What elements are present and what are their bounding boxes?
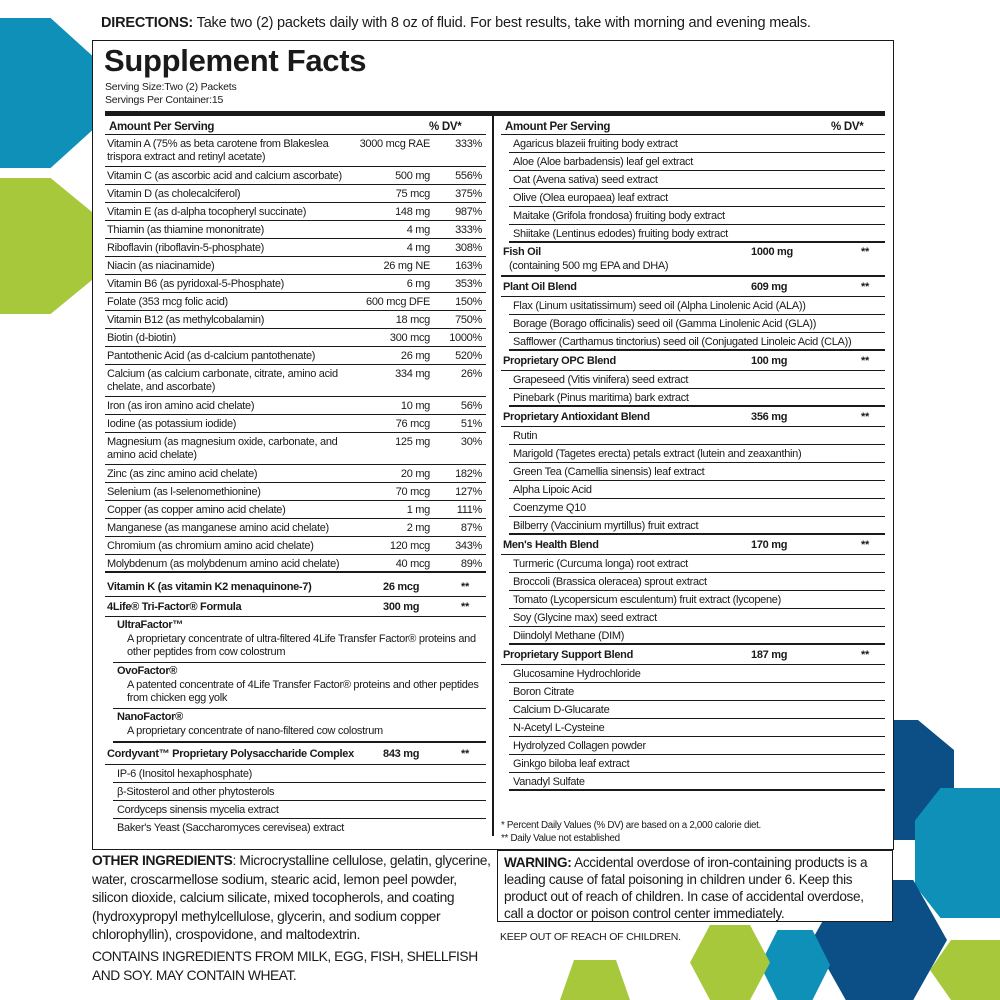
nutrient-dv: 353% — [455, 278, 482, 290]
nutrient-name: Iodine (as potassium iodide) — [107, 418, 237, 430]
nutrient-dv: 87% — [460, 522, 482, 534]
nutrient-dv: 182% — [455, 468, 482, 480]
blend-item: Rutin — [513, 430, 538, 442]
nutrient-amount: 120 mcg — [389, 540, 430, 552]
nutrient-amount: 26 mg — [400, 350, 430, 362]
nutrient-name: Calcium (as calcium carbonate, citrate, amino acid chelate, and ascorbate) — [107, 368, 338, 393]
blend-item: Agaricus blazeii fruiting body extract — [513, 138, 678, 150]
nutrient-dv: 26% — [460, 368, 482, 380]
cordyvant-item-row — [113, 783, 486, 801]
nutrient-amount: 70 mcg — [395, 486, 430, 498]
cordyvant-row — [105, 743, 486, 765]
ovofactor-desc: A patented concentrate of 4Life Transfer Factor® proteins and other peptides from chicken egg yolk — [127, 679, 479, 704]
blend-item: Hydrolyzed Collagen powder — [513, 740, 646, 752]
ultrafactor-name: UltraFactor™ — [117, 619, 184, 631]
blend-header-row — [501, 277, 885, 297]
nutrient-row — [105, 221, 486, 239]
nutrient-row — [105, 275, 486, 293]
blend-item: Boron Citrate — [513, 686, 574, 698]
cordyvant-item: Baker's Yeast (Saccharomyces cerevisea) extract — [117, 822, 345, 834]
blend-item-row — [509, 755, 885, 773]
blend-item-row — [509, 737, 885, 755]
footnote-not-established: ** Daily Value not established — [501, 833, 620, 844]
nutrient-row — [105, 185, 486, 203]
nutrient-row — [105, 555, 486, 573]
servings-per-container: Servings Per Container:15 — [105, 94, 224, 106]
nutrient-row — [105, 537, 486, 555]
nutrient-name: Niacin (as niacinamide) — [107, 260, 215, 272]
other-ingredients-label: OTHER INGREDIENTS — [92, 853, 233, 868]
blend-item: Safflower (Carthamus tinctorius) seed oil (Conjugated Linoleic Acid (CLA)) — [513, 336, 852, 348]
nutrient-name: Biotin (d-biotin) — [107, 332, 176, 344]
nutrient-amount: 334 mg — [395, 368, 430, 380]
blend-item: Alpha Lipoic Acid — [513, 484, 592, 496]
column-divider — [492, 116, 494, 836]
blend-amount: 170 mg — [751, 539, 788, 551]
fish-oil-row — [501, 243, 885, 277]
nutrient-name: Thiamin (as thiamine mononitrate) — [107, 224, 265, 236]
nanofactor-name: NanoFactor® — [117, 711, 183, 723]
warning-text: Accidental overdose of iron-containing products is a leading cause of fatal poisoning in children under 6. Keep this product out of reach of children. In case of accidental overdose, call a doctor or poison control center immediately. — [504, 855, 868, 921]
nanofactor-row — [113, 709, 486, 743]
nutrient-name: Vitamin B6 (as pyridoxal-5-Phosphate) — [107, 278, 285, 290]
nutrient-name: Manganese (as manganese amino acid chelate) — [107, 522, 329, 534]
blend-amount: 187 mg — [751, 649, 788, 661]
fish-oil-amount: 1000 mg — [751, 246, 793, 258]
dv-header-right: % DV* — [831, 121, 864, 133]
trifactor-dv: ** — [461, 601, 469, 613]
nutrient-amount: 4 mg — [406, 242, 430, 254]
nutrient-row — [105, 203, 486, 221]
blend-item: Turmeric (Curcuma longa) root extract — [513, 558, 688, 570]
nutrient-dv: 150% — [455, 296, 482, 308]
keep-out-of-reach: KEEP OUT OF REACH OF CHILDREN. — [500, 931, 681, 943]
nutrient-name: Zinc (as zinc amino acid chelate) — [107, 468, 258, 480]
blend-item-row — [509, 171, 885, 189]
decorative-hexagon-green-bottom-center — [690, 925, 770, 1000]
vitamin-k-dv: ** — [461, 581, 469, 593]
nutrient-name: Iron (as iron amino acid chelate) — [107, 400, 255, 412]
vitamin-k-row — [105, 577, 486, 597]
cordyvant-amount: 843 mg — [383, 748, 420, 760]
cordyvant-item-row — [113, 819, 486, 837]
nutrient-dv: 308% — [455, 242, 482, 254]
nutrient-amount: 76 mcg — [395, 418, 430, 430]
nutrient-amount: 20 mg — [400, 468, 430, 480]
blend-item: Shiitake (Lentinus edodes) fruiting body extract — [513, 228, 728, 240]
left-column — [105, 119, 486, 839]
nutrient-row — [105, 483, 486, 501]
ovofactor-row — [113, 663, 486, 709]
nutrient-amount: 40 mcg — [395, 558, 430, 570]
nutrient-amount: 300 mcg — [389, 332, 430, 344]
header-thick-bar — [105, 111, 885, 116]
blend-item-row — [509, 609, 885, 627]
nutrient-amount: 18 mcg — [395, 314, 430, 326]
nutrient-row — [105, 311, 486, 329]
blend-dv: ** — [861, 539, 869, 551]
dv-header: % DV* — [429, 121, 462, 133]
nutrient-row — [105, 347, 486, 365]
directions-text: Take two (2) packets daily with 8 oz of fluid. For best results, take with morning and evening meals. — [196, 15, 811, 31]
fish-oil-dv: ** — [861, 246, 869, 258]
nutrient-dv: 375% — [455, 188, 482, 200]
blend-item-row — [509, 135, 885, 153]
nutrient-amount: 2 mg — [406, 522, 430, 534]
decorative-hexagon-green-bottom-mid — [560, 960, 630, 1000]
blend-item: Tomato (Lycopersicum esculentum) fruit extract (lycopene) — [513, 594, 781, 606]
blend-item: Borage (Borago officinalis) seed oil (Gamma Linolenic Acid (GLA)) — [513, 318, 817, 330]
nutrient-amount: 1 mg — [406, 504, 430, 516]
nutrient-amount: 125 mg — [395, 436, 430, 448]
facts-title: Supplement Facts — [104, 43, 367, 78]
blend-item-row — [509, 463, 885, 481]
directions-label: DIRECTIONS: — [101, 15, 194, 31]
nutrient-amount: 26 mg NE — [383, 260, 430, 272]
blend-item-row — [509, 333, 885, 351]
blend-item: Glucosamine Hydrochloride — [513, 668, 641, 680]
blend-header-row — [501, 407, 885, 427]
blend-name: Proprietary OPC Blend — [503, 355, 616, 367]
nutrient-amount: 500 mg — [395, 170, 430, 182]
blend-amount: 609 mg — [751, 281, 788, 293]
nutrient-amount: 148 mg — [395, 206, 430, 218]
nutrient-dv: 987% — [455, 206, 482, 218]
blend-dv: ** — [861, 281, 869, 293]
vitamin-k-amount: 26 mcg — [383, 581, 420, 593]
blend-dv: ** — [861, 355, 869, 367]
blend-item-row — [509, 445, 885, 463]
warning-box — [497, 850, 893, 922]
nutrient-amount: 3000 mcg RAE — [359, 138, 430, 150]
blend-item-row — [509, 481, 885, 499]
blend-item-row — [509, 225, 885, 243]
nutrient-name: Vitamin A (75% as beta carotene from Blakeslea trispora extract and retinyl acetate) — [107, 138, 329, 163]
nutrient-row — [105, 465, 486, 483]
blend-item-row — [509, 427, 885, 445]
vitamin-k-name: Vitamin K (as vitamin K2 menaquinone-7) — [107, 581, 312, 593]
blend-item: Flax (Linum usitatissimum) seed oil (Alpha Linolenic Acid (ALA)) — [513, 300, 806, 312]
nutrient-amount: 4 mg — [406, 224, 430, 236]
cordyvant-name: Cordyvant™ Proprietary Polysaccharide Complex — [107, 748, 354, 760]
ultrafactor-row — [113, 617, 486, 663]
cordyvant-item: IP-6 (Inositol hexaphosphate) — [117, 768, 252, 780]
nutrient-dv: 333% — [455, 138, 482, 150]
nutrient-name: Vitamin C (as ascorbic acid and calcium ascorbate) — [107, 170, 342, 182]
nutrient-name: Vitamin D (as cholecalciferol) — [107, 188, 241, 200]
blend-item: Broccoli (Brassica oleracea) sprout extract — [513, 576, 707, 588]
nutrient-row — [105, 293, 486, 311]
blend-name: Men's Health Blend — [503, 539, 599, 551]
nutrient-row — [105, 135, 486, 167]
blend-item-row — [509, 627, 885, 645]
supplement-facts-panel — [92, 40, 894, 850]
nutrient-amount: 6 mg — [406, 278, 430, 290]
blend-item-row — [509, 665, 885, 683]
decorative-hexagon-blue-left — [0, 18, 92, 168]
nutrient-row — [105, 519, 486, 537]
ovofactor-name: OvoFactor® — [117, 665, 178, 677]
blend-item: Ginkgo biloba leaf extract — [513, 758, 630, 770]
nutrient-dv: 111% — [456, 504, 482, 516]
nutrient-name: Molybdenum (as molybdenum amino acid chelate) — [107, 558, 340, 570]
blend-item-row — [509, 499, 885, 517]
nutrient-row — [105, 415, 486, 433]
blend-item: Green Tea (Camellia sinensis) leaf extract — [513, 466, 705, 478]
nutrient-row — [105, 365, 486, 397]
amount-per-serving-header: Amount Per Serving — [109, 121, 215, 133]
warning-label: WARNING: — [504, 855, 572, 870]
nutrient-dv: 520% — [455, 350, 482, 362]
blend-item: Vanadyl Sulfate — [513, 776, 585, 788]
blend-item-row — [509, 591, 885, 609]
directions — [101, 14, 981, 32]
nutrient-amount: 600 mcg DFE — [366, 296, 430, 308]
blend-item: Grapeseed (Vitis vinifera) seed extract — [513, 374, 689, 386]
blend-item: Aloe (Aloe barbadensis) leaf gel extract — [513, 156, 693, 168]
blend-item-row — [509, 315, 885, 333]
nutrient-dv: 333% — [455, 224, 482, 236]
nutrient-dv: 56% — [460, 400, 482, 412]
blend-item: Maitake (Grifola frondosa) fruiting body extract — [513, 210, 725, 222]
blend-item: Calcium D-Glucarate — [513, 704, 610, 716]
footnote-dv: * Percent Daily Values (% DV) are based on a 2,000 calorie diet. — [501, 820, 761, 831]
left-header-row — [105, 119, 486, 135]
blend-header-row — [501, 351, 885, 371]
nutrient-row — [105, 397, 486, 415]
blend-header-row — [501, 535, 885, 555]
decorative-hexagon-blue-right — [915, 788, 1000, 918]
blend-item-row — [509, 719, 885, 737]
blend-item: Marigold (Tagetes erecta) petals extract (lutein and zeaxanthin) — [513, 448, 802, 460]
cordyvant-item: β-Sitosterol and other phytosterols — [117, 786, 275, 798]
nutrient-dv: 750% — [455, 314, 482, 326]
trifactor-row — [105, 597, 486, 617]
blend-item: N-Acetyl L-Cysteine — [513, 722, 605, 734]
nutrient-amount: 75 mcg — [395, 188, 430, 200]
nanofactor-desc: A proprietary concentrate of nano-filtered cow colostrum — [127, 725, 383, 737]
blend-item: Olive (Olea europaea) leaf extract — [513, 192, 668, 204]
blend-item: Oat (Avena sativa) seed extract — [513, 174, 658, 186]
nutrient-row — [105, 167, 486, 185]
blend-name: Proprietary Support Blend — [503, 649, 634, 661]
blend-item-row — [509, 517, 885, 535]
other-ingredients — [92, 852, 492, 945]
cordyvant-item-row — [113, 765, 486, 783]
nutrient-row — [105, 239, 486, 257]
cordyvant-item: Cordyceps sinensis mycelia extract — [117, 804, 279, 816]
nutrient-name: Chromium (as chromium amino acid chelate) — [107, 540, 314, 552]
blend-dv: ** — [861, 411, 869, 423]
nutrient-row — [105, 433, 486, 465]
trifactor-amount: 300 mg — [383, 601, 420, 613]
blend-item: Coenzyme Q10 — [513, 502, 586, 514]
blend-amount: 100 mg — [751, 355, 788, 367]
blend-amount: 356 mg — [751, 411, 788, 423]
decorative-hexagon-green-left — [0, 178, 92, 314]
nutrient-dv: 30% — [460, 436, 482, 448]
nutrient-name: Pantothenic Acid (as d-calcium pantothenate) — [107, 350, 316, 362]
blend-item-row — [509, 555, 885, 573]
trifactor-name: 4Life® Tri-Factor® Formula — [107, 601, 242, 613]
fish-oil-note: (containing 500 mg EPA and DHA) — [509, 260, 669, 272]
fish-oil-name: Fish Oil — [503, 246, 541, 258]
nutrient-name: Magnesium (as magnesium oxide, carbonate, and amino acid chelate) — [107, 436, 338, 461]
nutrient-dv: 556% — [455, 170, 482, 182]
blend-item-row — [509, 153, 885, 171]
cordyvant-dv: ** — [461, 748, 469, 760]
blend-dv: ** — [861, 649, 869, 661]
amount-per-serving-header-right: Amount Per Serving — [505, 121, 611, 133]
cordyvant-item-row — [113, 801, 486, 819]
nutrient-dv: 1000% — [449, 332, 482, 344]
blend-item-row — [509, 389, 885, 407]
nutrient-row — [105, 501, 486, 519]
blend-item-row — [509, 683, 885, 701]
nutrient-name: Vitamin B12 (as methylcobalamin) — [107, 314, 265, 326]
blend-item: Bilberry (Vaccinium myrtillus) fruit extract — [513, 520, 699, 532]
nutrient-dv: 163% — [455, 260, 482, 272]
blend-item-row — [509, 773, 885, 791]
other-ingredients-text: : Microcrystalline cellulose, gelatin, glycerine, water, croscarmellose sodium, stearic acid, lemon peel powder, silicon dioxide, calcium silicate, mixed tocopherols, and coating (hydroxypropyl methylcellulose, glycerin, and sodium copper chlorophyllin), crospovidone, and maltodextrin. — [92, 853, 491, 942]
blend-item: Diindolyl Methane (DIM) — [513, 630, 625, 642]
blend-item-row — [509, 207, 885, 225]
blend-name: Proprietary Antioxidant Blend — [503, 411, 650, 423]
blend-item: Pinebark (Pinus maritima) bark extract — [513, 392, 689, 404]
nutrient-amount: 10 mg — [400, 400, 430, 412]
right-column — [501, 119, 885, 844]
serving-size: Serving Size:Two (2) Packets — [105, 81, 237, 93]
blend-header-row — [501, 645, 885, 665]
nutrient-dv: 89% — [460, 558, 482, 570]
blend-item-row — [509, 297, 885, 315]
blend-name: Plant Oil Blend — [503, 281, 577, 293]
nutrient-row — [105, 257, 486, 275]
nutrient-dv: 51% — [460, 418, 482, 430]
blend-item-row — [509, 701, 885, 719]
allergen-statement: CONTAINS INGREDIENTS FROM MILK, EGG, FISH, SHELLFISH AND SOY. MAY CONTAIN WHEAT. — [92, 949, 478, 983]
nutrient-name: Vitamin E (as d-alpha tocopheryl succinate) — [107, 206, 307, 218]
nutrient-name: Copper (as copper amino acid chelate) — [107, 504, 286, 516]
blend-item-row — [509, 189, 885, 207]
right-header-row — [501, 119, 885, 135]
blend-item: Soy (Glycine max) seed extract — [513, 612, 657, 624]
nutrient-row — [105, 329, 486, 347]
ultrafactor-desc: A proprietary concentrate of ultra-filtered 4Life Transfer Factor® proteins and other peptides from cow colostrum — [127, 633, 476, 658]
blend-item-row — [509, 371, 885, 389]
nutrient-dv: 127% — [455, 486, 482, 498]
nutrient-name: Folate (353 mcg folic acid) — [107, 296, 228, 308]
nutrient-name: Selenium (as l-selenomethionine) — [107, 486, 261, 498]
blend-item-row — [509, 573, 885, 591]
nutrient-name: Riboflavin (riboflavin-5-phosphate) — [107, 242, 265, 254]
nutrient-dv: 343% — [455, 540, 482, 552]
